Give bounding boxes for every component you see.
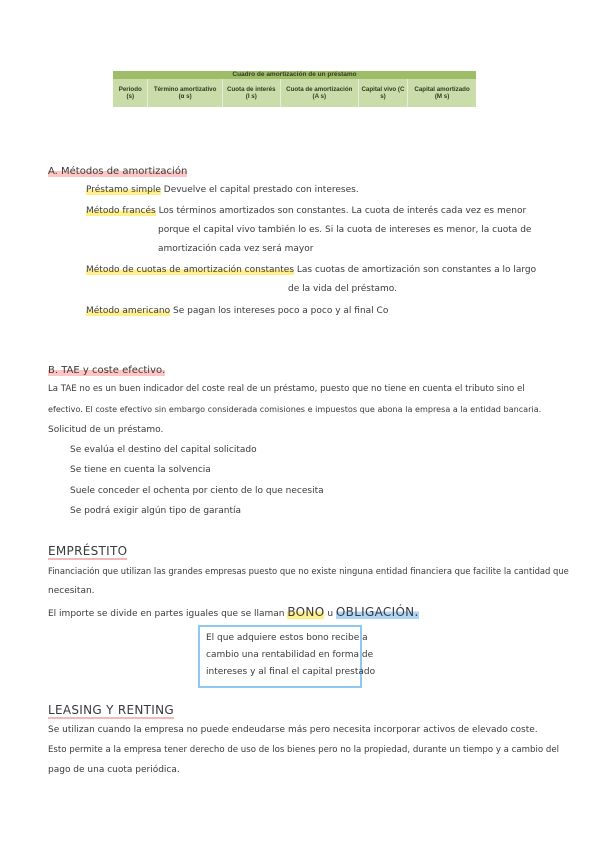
header-cuota-amortizacion: Cuota de amortización (A s) xyxy=(280,79,358,107)
header-periodo: Periodo (s) xyxy=(113,79,148,107)
prestamo-simple-line: Préstamo simple Devuelve el capital prestado con intereses. xyxy=(86,185,359,195)
cuotas-constantes-line: Método de cuotas de amortización constantes Las cuotas de amortización son constantes a lo largo xyxy=(86,265,537,275)
header-termino: Término amortizativo (α s) xyxy=(148,79,222,107)
emprestito-heading: EMPRÉSTITO xyxy=(48,544,128,558)
bono-definition-box xyxy=(198,625,376,688)
emprestito-line-1: Financiación que utilizan las grandes empresas puesto que no existe ninguna entidad financiera que facilite la cantidad que xyxy=(48,566,569,576)
term-bono: BONO xyxy=(287,605,325,619)
box-line: intereses y al final el capital prestado xyxy=(206,667,376,677)
header-capital-amortizado: Capital amortizado (M s) xyxy=(408,79,476,107)
header-capital-vivo: Capital vivo (C s) xyxy=(358,79,407,107)
box-line: cambio una rentabilidad en forma de xyxy=(206,650,374,660)
header-cuota-interes: Cuota de interés (I s) xyxy=(222,79,280,107)
box-line: El que adquiere estos bono recibe a xyxy=(206,633,368,643)
amortization-table xyxy=(113,71,476,107)
cuotas-constantes-line-2: de la vida del préstamo. xyxy=(288,284,397,294)
leasing-line-2: Esto permite a la empresa tener derecho de uso de los bienes pero no la propiedad, durante un tiempo y a cambio del xyxy=(48,745,560,755)
metodo-frances-line-3: amortización cada vez será mayor xyxy=(158,244,314,254)
metodo-americano-line: Método americano Se pagan los intereses poco a poco y al final Co xyxy=(86,306,389,316)
emprestito-line-3: El importe se divide en partes iguales que se llaman BONO u OBLIGACIÓN. xyxy=(48,605,419,619)
metodo-frances-line: Método francés Los términos amortizados son constantes. La cuota de interés cada vez es menor xyxy=(86,206,527,216)
leasing-line-1: Se utilizan cuando la empresa no puede endeudarse más pero necesita incorporar activos de elevado coste. xyxy=(48,725,538,735)
tae-paragraph-line-1: La TAE no es un buen indicador del coste real de un préstamo, puesto que no tiene en cuenta el tributo sino el xyxy=(48,384,525,394)
metodo-frances-line-2: porque el capital vivo también lo es. Si la cuota de intereses es menor, la cuota de xyxy=(158,225,532,235)
leasing-line-3: pago de una cuota periódica. xyxy=(48,765,180,775)
list-item: Se tiene en cuenta la solvencia xyxy=(70,465,211,475)
list-item: Suele conceder el ochenta por ciento de lo que necesita xyxy=(70,486,324,496)
tae-paragraph-line-3: Solicitud de un préstamo. xyxy=(48,425,164,435)
emprestito-line-2: necesitan. xyxy=(48,586,95,596)
section-a-heading: A. Métodos de amortización xyxy=(48,166,188,177)
term-cuotas-constantes: Método de cuotas de amortización constantes xyxy=(86,265,295,275)
term-obligacion: OBLIGACIÓN. xyxy=(335,605,419,619)
section-b-heading: B. TAE y coste efectivo. xyxy=(48,365,166,376)
list-item: Se podrá exigir algún tipo de garantía xyxy=(70,506,242,516)
term-prestamo-simple: Préstamo simple xyxy=(86,185,161,195)
term-metodo-americano: Método americano xyxy=(86,306,171,316)
table-title: Cuadro de amortización de un préstamo xyxy=(113,71,476,79)
leasing-heading: LEASING Y RENTING xyxy=(48,703,175,717)
tae-paragraph-line-2: efectivo. El coste efectivo sin embargo considerada comisiones e impuestos que abona la empresa a la entidad bancaria. xyxy=(48,404,542,414)
list-item: Se evalúa el destino del capital solicitado xyxy=(70,445,257,455)
term-metodo-frances: Método francés xyxy=(86,206,156,216)
